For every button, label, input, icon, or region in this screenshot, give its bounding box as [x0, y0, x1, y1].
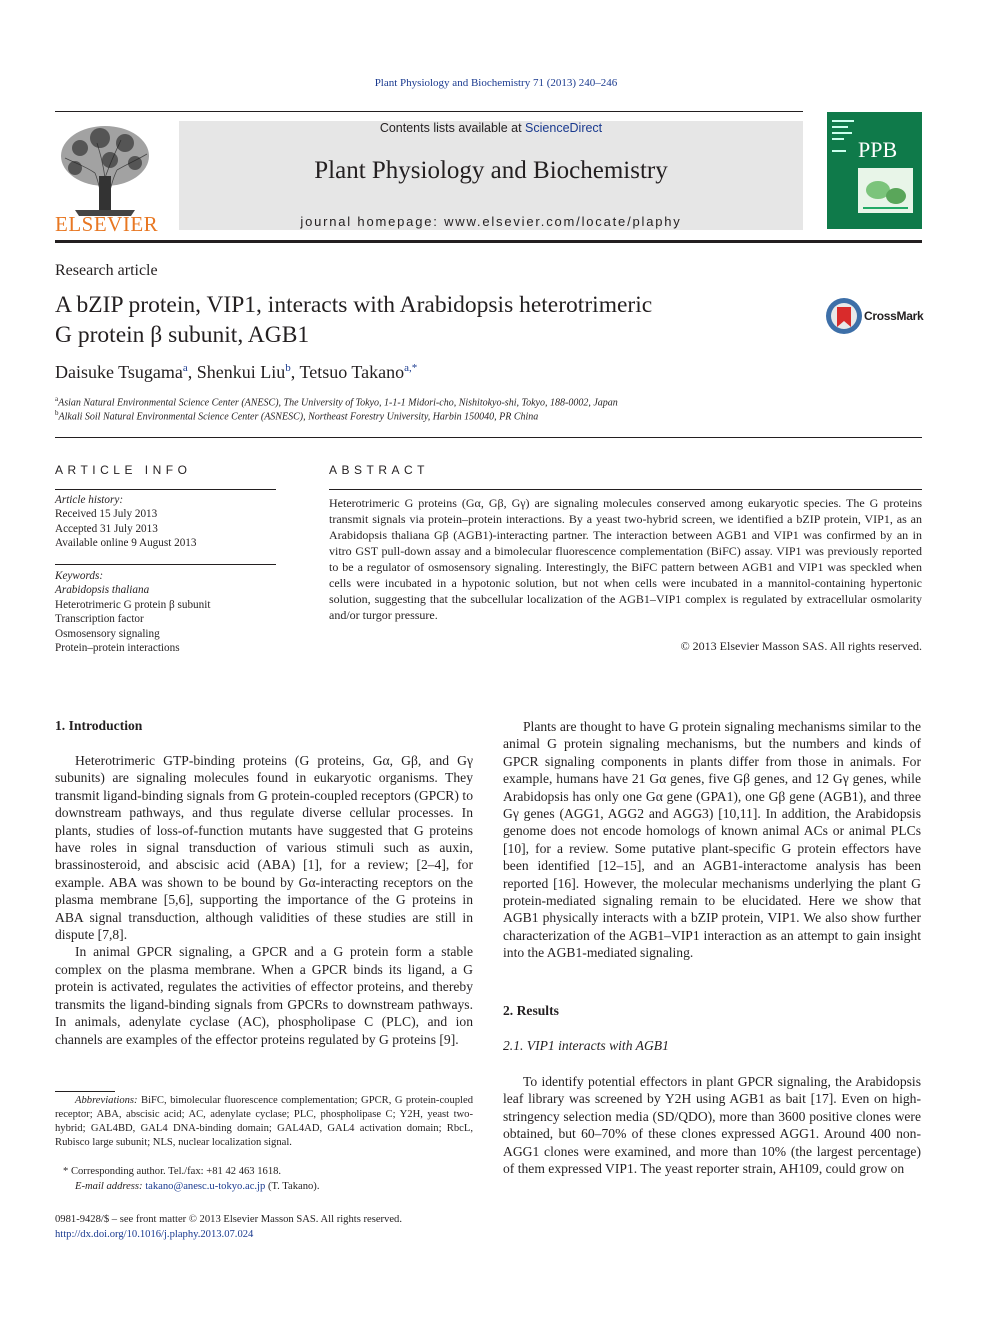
results-paragraph-block: [503, 1073, 921, 1177]
header-rule: [55, 111, 803, 112]
keywords-label: Keywords:: [55, 570, 104, 582]
abstract-rule: [329, 489, 922, 490]
cover-figure-icon: [858, 168, 913, 213]
affiliation-text: Alkali Soil Natural Environmental Science Center (ASNESC), Northeast Forestry University, Harbin 150040, PR China: [58, 411, 539, 423]
abbreviations-footnote: [55, 1094, 473, 1150]
keyword: Osmosensory signaling: [55, 627, 160, 640]
doi-link[interactable]: http://dx.doi.org/10.1016/j.plaphy.2013.07.024: [55, 1229, 254, 1240]
crossmark-label[interactable]: CrossMark: [864, 309, 924, 323]
history-accepted: Accepted 31 July 2013: [55, 522, 158, 535]
keywords: [55, 569, 280, 655]
journal-citation[interactable]: Plant Physiology and Biochemistry 71 (2013) 240–246: [374, 77, 618, 89]
author-affil-mark[interactable]: a,*: [404, 362, 418, 374]
history-online: Available online 9 August 2013: [55, 537, 197, 550]
article-history: [55, 493, 280, 551]
results-paragraph-1: To identify potential effectors in plant GPCR signaling, the Arabidopsis leaf library was screened by Y2H using AGB1 as bait [17]. Even on high-stringency selection media (SD/QDO), more than 3600 positive clones were obtained, but 60–70% of these clones expressed AGG1. Around 400 non-AGG1 clones were examined, and more than 10% (the largest percentage) of them expressed VIP1. The yeast reporter strain, AH109, could grow on: [503, 1074, 921, 1177]
email-suffix: (T. Takano).: [265, 1181, 320, 1192]
results-subheading: 2.1. VIP1 interacts with AGB1: [503, 1038, 669, 1053]
contents-prefix: Contents lists available at: [379, 121, 526, 135]
body-right-column: [503, 718, 921, 962]
journal-homepage[interactable]: journal homepage: www.elsevier.com/locate/plaphy: [300, 214, 682, 229]
keyword: Arabidopsis thaliana: [55, 584, 150, 597]
keyword: Transcription factor: [55, 613, 144, 626]
abstract-heading: ABSTRACT: [329, 463, 430, 477]
keyword: Heterotrimeric G protein β subunit: [55, 598, 211, 611]
crossmark-icon[interactable]: [825, 297, 863, 335]
author-name[interactable]: Daisuke Tsugama: [55, 362, 183, 382]
abstract-text: Heterotrimeric G proteins (Gα, Gβ, Gγ) are signaling molecules conserved among eukaryotic species. The G proteins transmit signals via protein–protein interactions. By a yeast two-hybrid screen, we identified a bZIP protein, VIP1, as an Arabidopsis thaliana Gβ (AGB1)-interacting partner. The interaction between AGB1 and VIP1 was confirmed by an in vitro GST pull-down assay and a bimolecular fluorescence complementation (BiFC) assay. VIP1 was previously reported to be a regulator of osmosensory signaling. Interestingly, the BiFC pattern between AGB1 and VIP1 was speckled when cells were incubated in a hypotonic solution, but not when cells were incubated in a mannitol-containing hypertonic solution, suggesting that the subcellular localization of the AGB1–VIP1 complex is regulated by extracellular osmolarity and/or turgor pressure.: [329, 496, 922, 622]
elsevier-wordmark: ELSEVIER: [55, 212, 159, 236]
intro-paragraph-3: Plants are thought to have G protein signaling mechanisms similar to the animal G protein signaling mechanisms, but the numbers and kinds of GPCR signaling components in plants differ from those in animals. For example, humans have 21 Gα genes, five Gβ genes, and 12 Gγ genes, while Arabidopsis has only one Gα gene (GPA1), one Gβ gene (AGB1), and three Gγ genes (AGG1, AGG2 and AGG3) [10,11]. In addition, the Arabidopsis genome does not encode homologs of known animal ACs or animal PLCs [10], for a review. Some putative plant-specific G protein effectors have been identified [12–15], and an AGB1-interactome analysis has been reported [16]. However, the molecular mechanisms underlying the plant G protein-mediated signaling remain to be elucidated. Here we show that AGB1 physically interacts with a bZIP protein, VIP1. We also show further characterization of the AGB1–VIP1 interaction as an attempt to gain insight into the AGB1-mediated signaling.: [503, 719, 921, 961]
author-affil-mark[interactable]: a: [182, 362, 188, 374]
body-left-column: [55, 752, 473, 1048]
affiliation-mark: a: [55, 395, 59, 403]
abstract-copyright: © 2013 Elsevier Masson SAS. All rights reserved.: [680, 639, 922, 653]
journal-title: Plant Physiology and Biochemistry: [314, 157, 668, 184]
contents-line: [179, 121, 803, 135]
intro-heading: 1. Introduction: [55, 718, 143, 733]
front-matter-text: 0981-9428/$ – see front matter © 2013 Elsevier Masson SAS. All rights reserved.: [55, 1214, 402, 1225]
history-received: Received 15 July 2013: [55, 508, 158, 521]
abbreviations-label: Abbreviations:: [75, 1095, 138, 1106]
article-title: [55, 290, 775, 350]
author-name[interactable]: Shenkui Liu: [196, 362, 286, 382]
email-footnote: [75, 1180, 493, 1194]
author-name[interactable]: Tetsuo Takano: [299, 362, 405, 382]
author-affil-mark[interactable]: b: [285, 362, 291, 374]
email-label: E-mail address:: [75, 1181, 146, 1192]
affiliation-text: Asian Natural Environmental Science Center (ANESC), The University of Tokyo, 1-1-1 Midori-cho, Nishitokyo-shi, Tokyo, 188-0002, Japan: [58, 397, 618, 409]
affiliation: [55, 395, 618, 408]
corresponding-author: * Corresponding author. Tel./fax: +81 42 463 1618.: [63, 1166, 282, 1177]
intro-paragraph-2: In animal GPCR signaling, a GPCR and a G protein form a stable complex on the plasma membrane. When a GPCR binds its ligand, a G protein is activated, regulates the activities of effector proteins, and thereby transmits the ligand-binding signals from GPCRs to downstream pathways. In animals, adenylate cyclase (AC), phospholipase C (PLC), and ion channels are examples of the effector proteins regulated by G proteins [9].: [55, 944, 473, 1047]
affiliation-mark: b: [55, 409, 59, 417]
article-title-line-1: A bZIP protein, VIP1, interacts with Arabidopsis heterotrimeric: [55, 292, 653, 318]
cover-graphic-icon: [830, 118, 860, 158]
front-matter: [55, 1212, 515, 1242]
cover-title: PPB: [858, 137, 898, 162]
results-heading: 2. Results: [503, 1003, 559, 1018]
history-label: Article history:: [55, 494, 124, 506]
email-link[interactable]: takano@anesc.u-tokyo.ac.jp: [145, 1181, 266, 1192]
abbreviations-text: BiFC, bimolecular fluorescence complementation; GPCR, G protein-coupled receptor; ABA, abscisic acid; AC, adenylate cyclase; PLC, phospholipase C; Y2H, yeast two-hybrid; GAL4BD, GAL4 DNA-binding domain; GAL4AD, GAL4 activation domain; RbcL, Rubisco large subunit; NLS, nuclear localization signal.: [55, 1095, 473, 1148]
keyword: Protein–protein interactions: [55, 642, 180, 655]
article-info-heading: ARTICLE INFO: [55, 463, 192, 477]
affiliation: [55, 409, 538, 422]
header-thick-rule: [55, 240, 922, 243]
section-rule: [55, 437, 922, 438]
article-type: Research article: [55, 262, 158, 279]
article-title-line-2: G protein β subunit, AGB1: [55, 322, 310, 348]
author-list: Daisuke Tsugama$^a$, Shenkui Liu$^b$, Tetsuo Takano$^{a,*}$: [55, 362, 418, 382]
keywords-rule: [55, 564, 276, 565]
intro-paragraph-1: Heterotrimeric GTP-binding proteins (G proteins, Gα, Gβ, and Gγ subunits) are signaling molecules found in eukaryotic organisms. They transmit ligand-binding signals from G protein-coupled receptors (GPCR) to downstream pathways, and thus regulate diverse cellular processes. In plants, studies of loss-of-function mutants have suggested that G proteins have roles in signal transduction of various stimuli such as auxin, brassinosteroid, and abscisic acid (ABA) [1], for a review; [2–4], for example. ABA was shown to be bound by Gα-interacting receptors on the plasma membrane [5,6], supporting the importance of the G proteins in ABA signal transduction, although validities of these studies are still in dispute [7,8].: [55, 753, 473, 943]
article-info-rule: [55, 489, 276, 490]
sciencedirect-link[interactable]: ScienceDirect: [525, 121, 603, 135]
footnote-rule: [55, 1091, 115, 1092]
